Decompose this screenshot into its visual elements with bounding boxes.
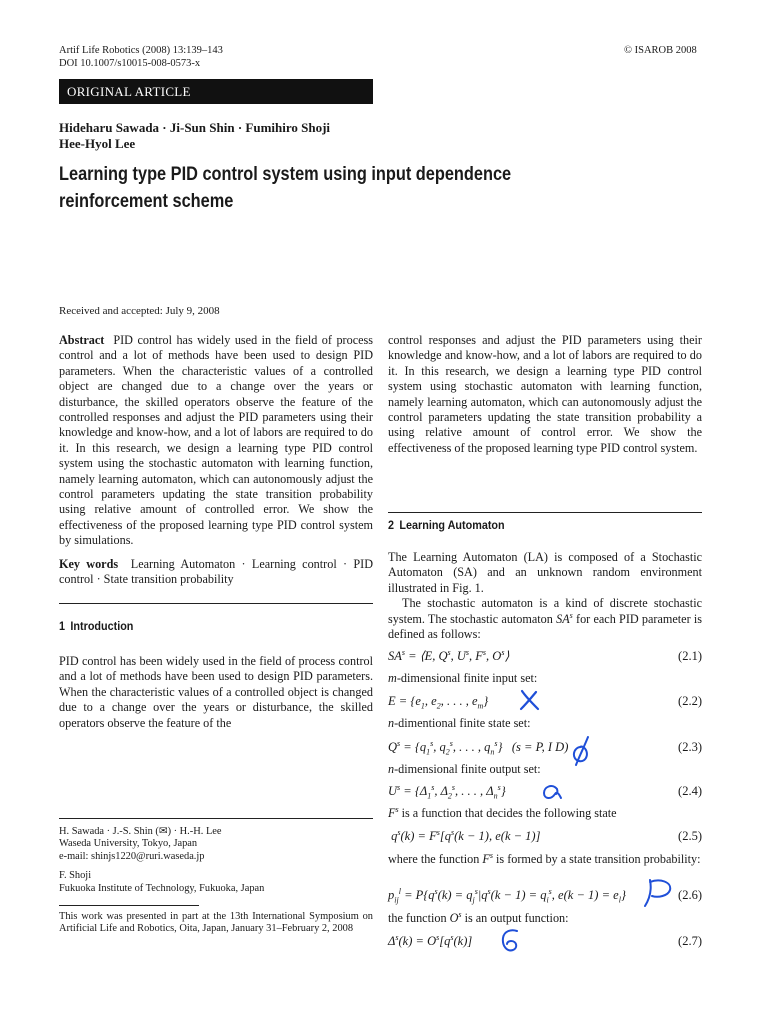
equation-number: (2.2) <box>678 694 702 708</box>
equation-2-1: $SA^s$ = ⟨E, $Q^s$, $U^s$, $F^s$, $O^s⟩$ (2.1) <box>388 647 702 663</box>
keywords <box>59 557 373 588</box>
copyright: © ISAROB 2008 <box>624 45 697 56</box>
abstract <box>59 333 373 549</box>
affiliation-rule <box>59 818 373 819</box>
equation-number: (2.4) <box>678 784 702 798</box>
eq-text-output: n-dimensional finite output set: <box>388 762 541 776</box>
equation-2-2: $E = \{e_1$, $e_2$, . . . , $e_m$} (2.2) <box>388 694 702 711</box>
authors-line-2: Hee-Hyol Lee <box>59 136 136 151</box>
authors <box>59 120 330 152</box>
affiliation-line: H. Sawada · J.-S. Shin (✉) · H.-H. Lee <box>59 826 222 837</box>
received-date: Received and accepted: July 9, 2008 <box>59 305 220 317</box>
affiliation-line: e-mail: shinjs1220@ruri.waseda.jp <box>59 850 205 862</box>
equation-number: (2.6) <box>678 888 702 902</box>
footnote: This work was presented in part at the 13th International Symposium on Artificial Life and Robotics, Oita, Japan, January 31–February 2, 2008 <box>59 911 373 935</box>
section-number: 1 <box>59 619 66 633</box>
eq-text-where: where the function $F^s$ is formed by a state transition probability: <box>388 850 701 866</box>
keywords-label: Key words <box>59 557 119 571</box>
section-rule <box>388 512 702 513</box>
eq-text-o: the function $O^s$ is an output function: <box>388 909 569 925</box>
affiliation-line: Fukuoka Institute of Technology, Fukuoka, Japan <box>59 882 265 894</box>
article-type-banner: ORIGINAL ARTICLE <box>59 79 373 104</box>
handwritten-alpha-mark <box>539 780 567 804</box>
keywords-text: Learning Automaton · Learning control · PID control · State transition probability <box>59 557 374 587</box>
title-line-1: Learning type PID control system using input dependence <box>59 164 512 185</box>
paper-title <box>59 161 541 215</box>
affiliation-line: F. Shoji <box>59 870 92 882</box>
journal-line: Artif Life Robotics (2008) 13:139–143 <box>59 45 223 56</box>
equation-2-7: $\Delta^s(k) = O^s[q^s(k)]$ (2.7) <box>388 932 702 948</box>
equation-number: (2.5) <box>678 829 702 843</box>
equation-2-5: $q^s(k) = F^s[q^s(k - 1)$, e(k − 1)] (2.5) <box>391 827 702 843</box>
right-column-intro <box>388 333 702 456</box>
journal-citation <box>59 44 223 70</box>
affiliations <box>59 826 373 895</box>
handwritten-phi-mark <box>567 733 597 767</box>
intro-continuation: control responses and adjust the PID parameters using their knowledge and know-how, and a lot of labors are required to do it. In this research, we design a learning type PID control system using stochastic automaton with learning function, namely learning automaton, which can autonomously adjust the control parameters updating the state transition probability a using relative amount of control error. We show the effectiveness of the proposed learning type PID control system. <box>388 333 702 455</box>
section-number: 2 <box>388 518 395 532</box>
equation-number: (2.1) <box>678 649 702 663</box>
section-title: Introduction <box>70 619 134 633</box>
footnote-rule <box>59 905 199 906</box>
equation-number: (2.3) <box>678 740 702 754</box>
handwritten-sigma-mark <box>497 926 523 956</box>
introduction-paragraph: PID control has been widely used in the field of process control and a lot of methods have been used to design PID parameters. When the characteristic values of a controlled object is changed due to a change over the years or disturbance, the skilled operators observe the feature of the <box>59 654 373 730</box>
eq-text-input: m-dimensional finite input set: <box>388 671 538 685</box>
section-rule <box>59 603 373 604</box>
abstract-label: Abstract <box>59 333 105 347</box>
handwritten-p-mark <box>640 876 676 910</box>
equation-number: (2.7) <box>678 934 702 948</box>
authors-line-1: Hideharu Sawada · Ji-Sun Shin · Fumihiro Shoji <box>59 120 331 135</box>
equation-2-6: $p_{ij}^l = P\{q^s(k) = q_j^s|q^s(k - 1) = q_i^s$, $e(k - 1) = e_l$} (2.6) <box>388 886 702 905</box>
title-line-2: reinforcement scheme <box>59 191 234 212</box>
section-title: Learning Automaton <box>399 518 505 532</box>
doi: DOI 10.1007/s10015-008-0573-x <box>59 58 201 69</box>
handwritten-x-mark <box>516 688 544 712</box>
section2-para-1: The Learning Automaton (LA) is composed of a Stochastic Automaton (SA) and an unknown random environment illustrated in Fig. 1. <box>388 550 702 595</box>
section-heading-learning-automaton <box>388 518 505 532</box>
affiliation-line: Waseda University, Tokyo, Japan <box>59 838 198 850</box>
section2-text <box>388 550 702 642</box>
eq-text-state: n-dimentional finite state set: <box>388 716 531 730</box>
eq-text-f: $F^s$ is a function that decides the following state <box>388 804 617 820</box>
equation-2-4: $U^s = \{\Delta_1^s$, $\Delta_2^s$, . . . , $\Delta_n^s$} (2.4) <box>388 782 702 801</box>
abstract-text: PID control has widely used in the field of process control and a lot of methods have been used to design PID parameters. When the characteristic values of a controlled object are changed due to a change over the years or disturbance, the skilled operators observe the feature of the controlled responses and adjust the PID parameters using their knowledge and know-how, and a lot of labors are required to do it. In this research, we design a learning type PID control system using the stochastic automaton with learning function, namely learning automaton, which can autonomously adjust the control parameters updating the state transition probability using relative amount of controlled error. We show the effectiveness of the proposed learning type PID control system by simulations. <box>59 333 373 548</box>
section-heading-introduction <box>59 619 133 633</box>
introduction-text <box>59 654 373 731</box>
section2-para-2: The stochastic automaton is a kind of discrete stochastic system. The stochastic automaton $SA^s$ for each PID parameter is defined as follows: <box>388 596 703 642</box>
equation-2-3: $Q^s = \{q_1^s$, $q_2^s$, . . . , $q_n^s$} (s = P, I D) (2.3) <box>388 738 702 757</box>
